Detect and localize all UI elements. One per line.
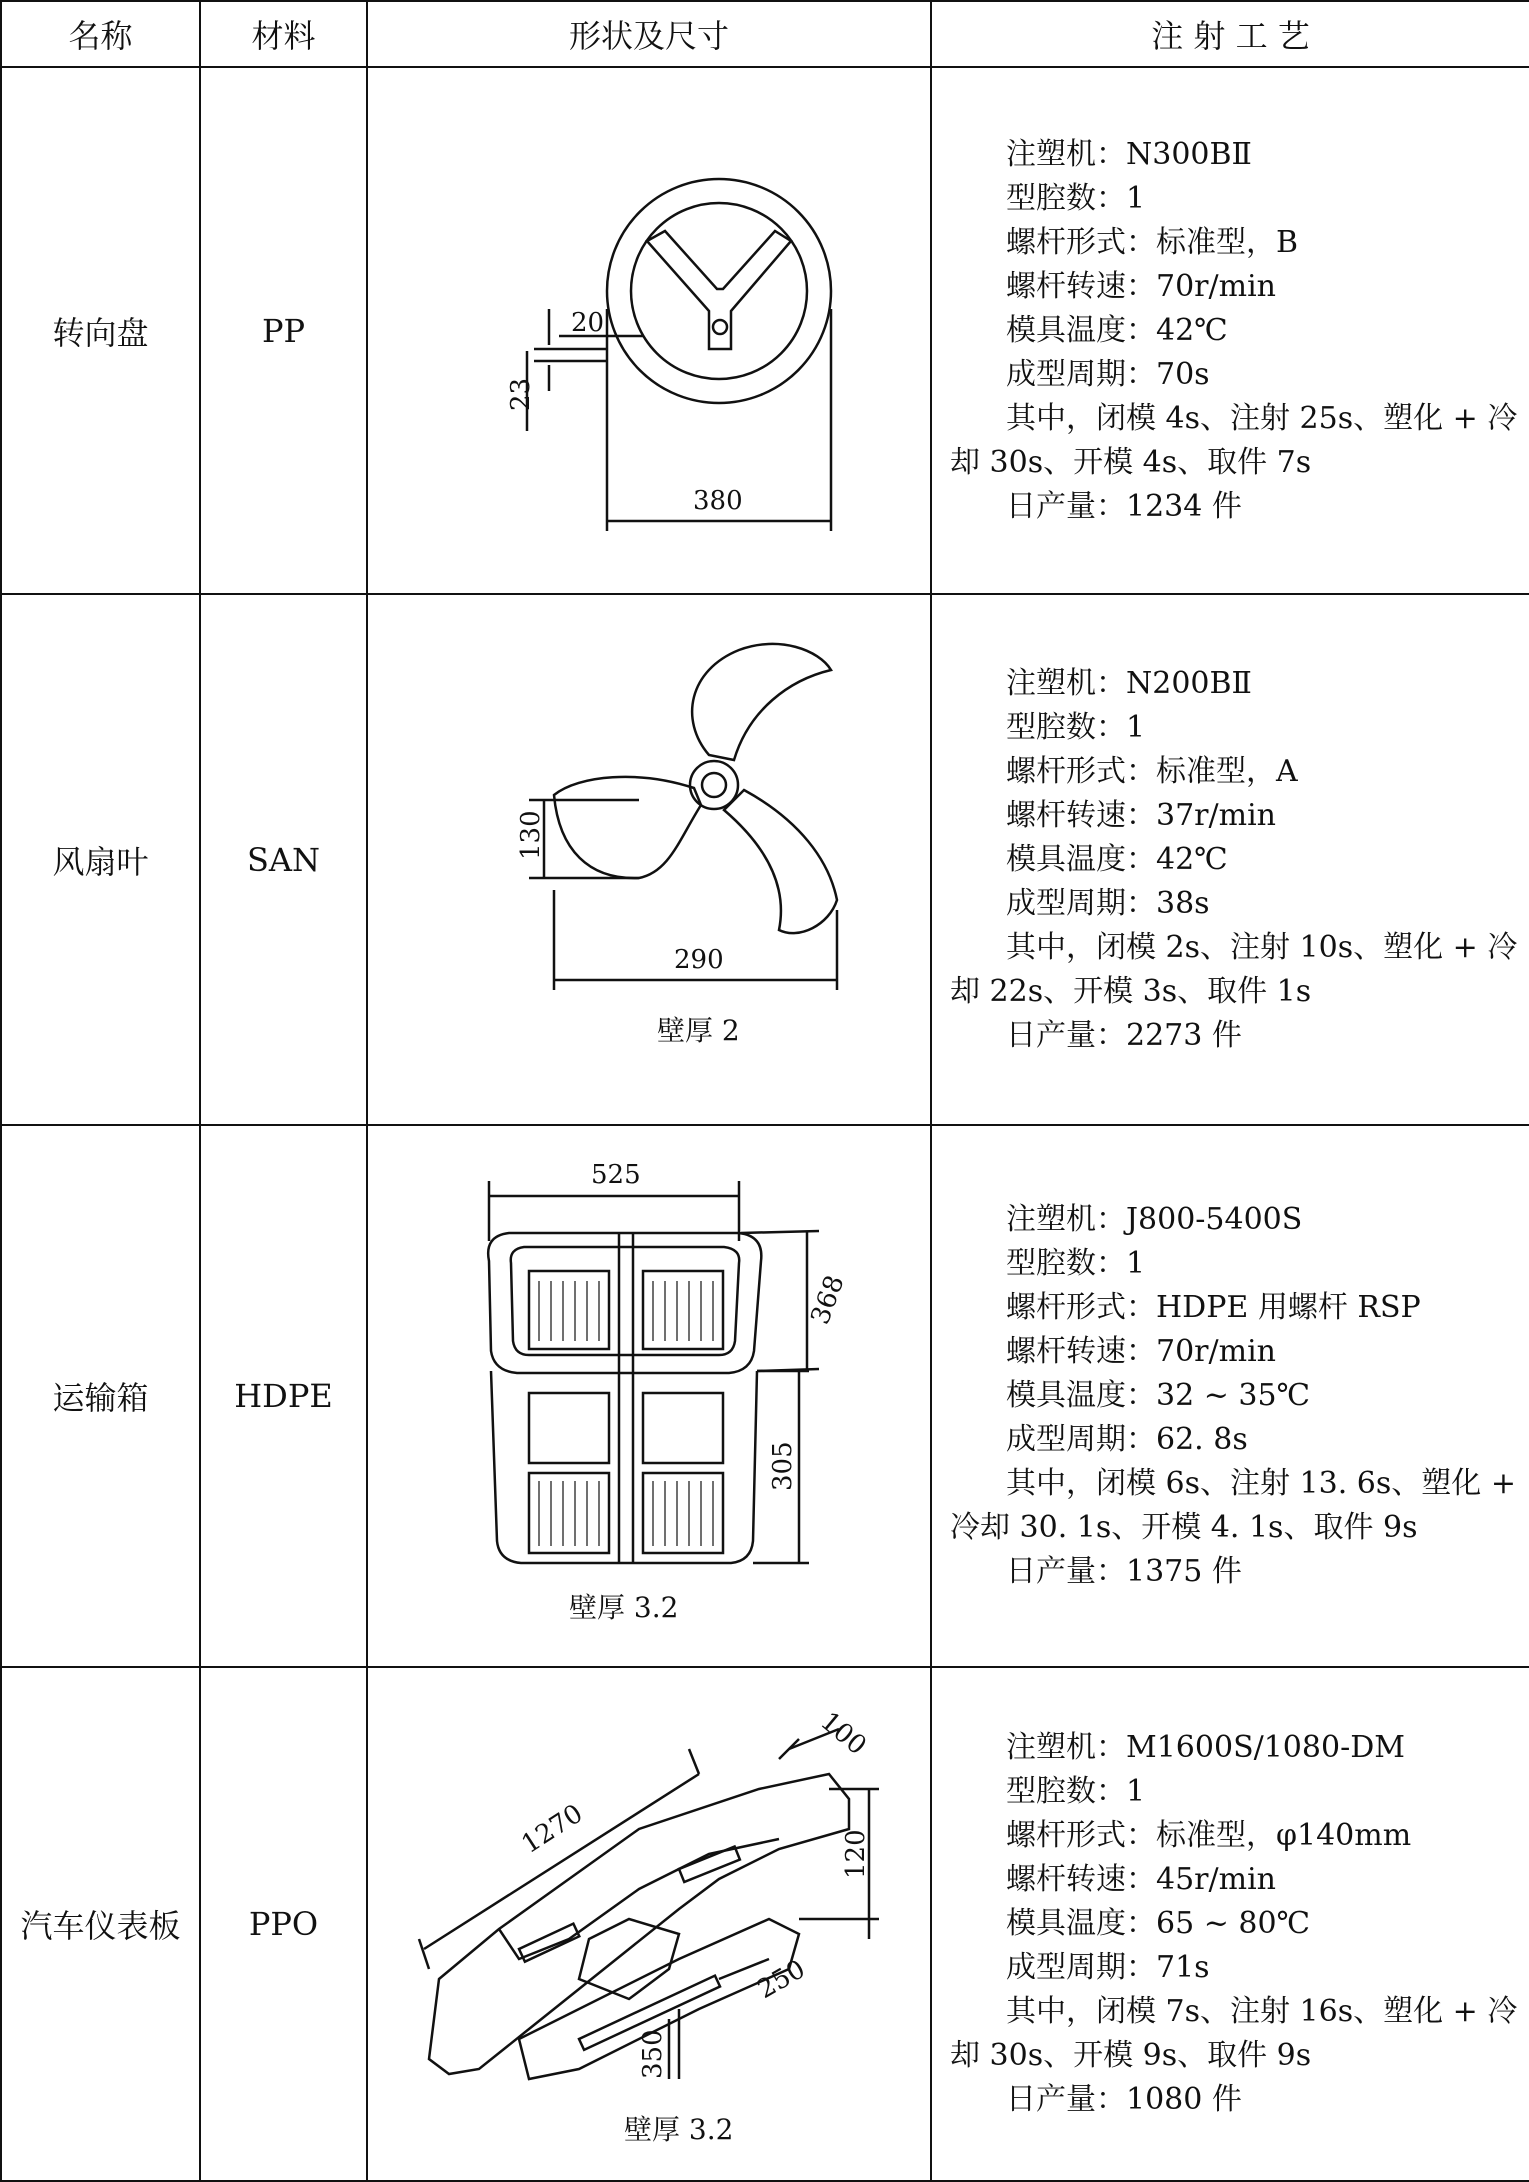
part-material: PPO — [200, 1667, 367, 2181]
shape-cell — [367, 594, 931, 1125]
steering-wheel-drawing — [379, 81, 919, 581]
process-line: 其中，闭模 4s、注射 25s、塑化 + 冷 — [1006, 400, 1518, 436]
process-line: 螺杆形式：标准型，B — [1006, 224, 1299, 260]
process-line: 螺杆形式：HDPE 用螺杆 RSP — [1006, 1290, 1421, 1325]
process-line: 模具温度：32 ~ 35℃ — [1006, 1378, 1311, 1413]
dim-1270: 1270 — [516, 1798, 589, 1860]
process-line: 却 30s、开模 9s、取件 9s — [950, 2038, 1312, 2073]
part-material: PP — [200, 67, 367, 594]
process-line: 却 22s、开模 3s、取件 1s — [950, 973, 1312, 1009]
header-name: 名称 — [1, 1, 200, 67]
process-line: 其中，闭模 2s、注射 10s、塑化 + 冷 — [1006, 929, 1518, 965]
process-line: 螺杆形式：标准型，A — [1006, 753, 1298, 789]
part-name: 风扇叶 — [1, 594, 200, 1125]
process-line: 日产量：1080 件 — [1006, 2082, 1242, 2117]
transport-box-drawing — [379, 1141, 919, 1651]
header-process: 注 射 工 艺 — [931, 1, 1529, 67]
process-line: 螺杆转速：70r/min — [1006, 1334, 1276, 1369]
header-material: 材料 — [200, 1, 367, 67]
part-name: 汽车仪表板 — [1, 1667, 200, 2181]
header-shape: 形状及尺寸 — [367, 1, 931, 67]
process-line: 注塑机：J800-5400S — [1006, 1202, 1303, 1237]
process-line: 成型周期：38s — [1006, 885, 1210, 921]
process-line: 螺杆转速：45r/min — [1006, 1862, 1276, 1897]
process-line: 模具温度：42℃ — [1006, 841, 1228, 877]
dim-380: 380 — [693, 485, 743, 516]
fan-blade-drawing — [379, 610, 919, 1110]
process-line: 螺杆转速：70r/min — [1006, 268, 1276, 304]
process-line: 其中，闭模 6s、注射 13. 6s、塑化 + — [1006, 1466, 1516, 1501]
process-line: 模具温度：65 ~ 80℃ — [1006, 1906, 1311, 1941]
process-line: 螺杆转速：37r/min — [1006, 797, 1276, 833]
process-line: 其中，闭模 7s、注射 16s、塑化 + 冷 — [1006, 1994, 1518, 2029]
process-line: 日产量：1375 件 — [1006, 1554, 1242, 1589]
dim-20: 20 — [571, 307, 605, 338]
table-header-row — [1, 1, 1529, 67]
table-row — [1, 1125, 1529, 1667]
dim-120: 120 — [841, 1829, 871, 1879]
process-line: 型腔数：1 — [1006, 1246, 1146, 1281]
dim-525: 525 — [591, 1160, 641, 1190]
part-material: SAN — [200, 594, 367, 1125]
wall-thickness: 壁厚 3.2 — [569, 1591, 679, 1624]
process-line: 注塑机：N300BⅡ — [1006, 136, 1252, 172]
process-line: 注塑机：M1600S/1080-DM — [1006, 1730, 1405, 1765]
dim-250: 250 — [752, 1954, 811, 2006]
process-line: 成型周期：62. 8s — [1006, 1422, 1248, 1457]
table-row — [1, 594, 1529, 1125]
process-cell — [931, 1125, 1529, 1667]
process-line: 却 30s、开模 4s、取件 7s — [950, 444, 1312, 480]
table-row — [1, 1667, 1529, 2181]
dim-305: 305 — [768, 1441, 798, 1491]
process-line: 注塑机：N200BⅡ — [1006, 665, 1252, 701]
wall-thickness: 壁厚 2 — [657, 1013, 740, 1047]
process-line: 模具温度：42℃ — [1006, 312, 1228, 348]
wall-thickness: 壁厚 3.2 — [624, 2113, 734, 2146]
dashboard-drawing — [379, 1679, 919, 2169]
process-line: 日产量：1234 件 — [1006, 488, 1242, 524]
shape-cell — [367, 1667, 931, 2181]
dim-290: 290 — [674, 944, 724, 975]
dim-368: 368 — [805, 1271, 851, 1329]
process-line: 日产量：2273 件 — [1006, 1017, 1242, 1053]
part-name: 转向盘 — [1, 67, 200, 594]
process-line: 成型周期：70s — [1006, 356, 1210, 392]
dim-23: 23 — [506, 377, 536, 411]
process-line: 冷却 30. 1s、开模 4. 1s、取件 9s — [950, 1510, 1418, 1545]
part-material: HDPE — [200, 1125, 367, 1667]
dim-100: 100 — [814, 1706, 872, 1762]
table-row — [1, 67, 1529, 594]
shape-cell — [367, 1125, 931, 1667]
dim-350: 350 — [638, 2029, 668, 2079]
part-name: 运输箱 — [1, 1125, 200, 1667]
process-line: 型腔数：1 — [1006, 709, 1146, 745]
process-line: 型腔数：1 — [1006, 1774, 1146, 1809]
process-cell — [931, 594, 1529, 1125]
process-cell — [931, 67, 1529, 594]
process-line: 型腔数：1 — [1006, 180, 1146, 216]
dim-130: 130 — [516, 809, 546, 860]
process-cell — [931, 1667, 1529, 2181]
shape-cell — [367, 67, 931, 594]
process-line: 螺杆形式：标准型，φ140mm — [1006, 1818, 1412, 1853]
process-line: 成型周期：71s — [1006, 1950, 1210, 1985]
